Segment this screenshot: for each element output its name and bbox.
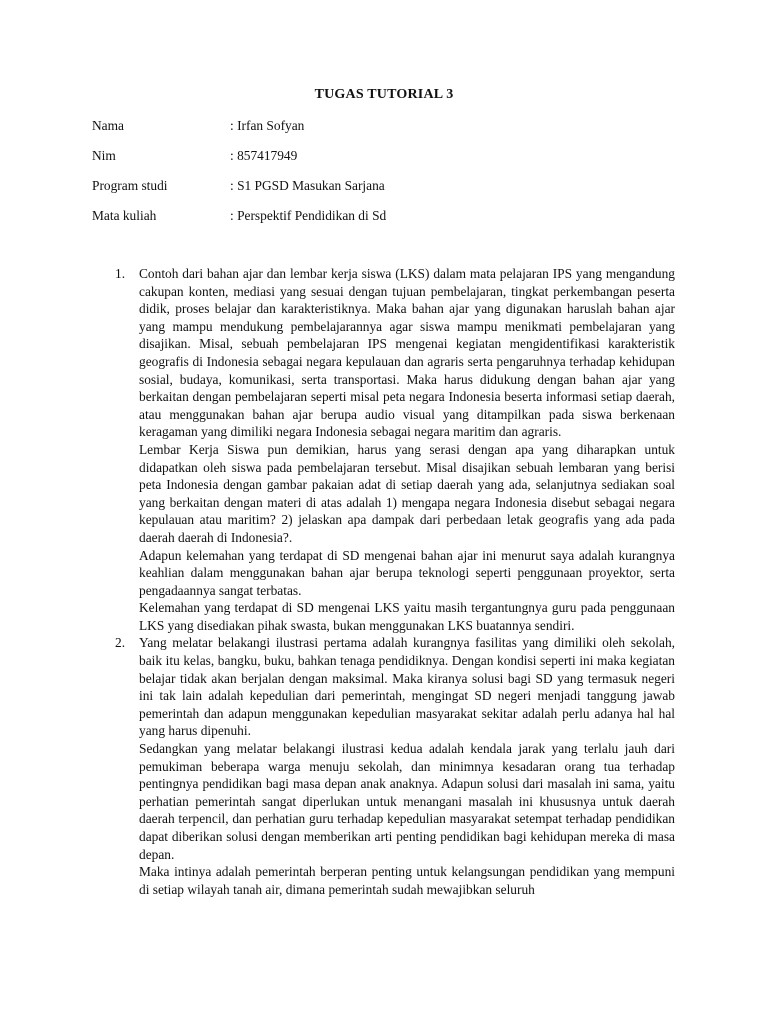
paragraph: Sedangkan yang melatar belakangi ilustrasi kedua adalah kendala jarak yang terlalu jauh dari pemukiman beberapa warga menuju sekolah, dan minimnya kesadaran orang tua terhadap pentingnya pendidikan bagi masa depan anak anaknya. Adapun solusi dari masalah ini sama, yaitu perhatian pemerintah sangat diperlukan untuk menangani masalah ini khususnya untuk daerah daerah terpencil, dan perhatian guru terhadap kepedulian masyarakat setempat terhadap pendidikan dapat diberikan solusi dengan memberikan arti penting pendidikan bagi kehidupan mereka di masa depan. [139, 741, 675, 862]
info-label: Program studi [92, 178, 168, 193]
paragraph: Yang melatar belakangi ilustrasi pertama adalah kurangnya fasilitas yang dimiliki oleh sekolah, baik itu kelas, bangku, buku, bahkan tenaga pendidiknya. Dengan kondisi seperti ini maka kegiatan belajar tidak akan berjalan dengan maksimal. Maka kiranya solusi bagi SD yang termasuk negeri ini tak lain adalah kepedulian dari pemerintah, mengingat SD negeri menjadi tanggung jawab pemerintah dan adapun menggunakan kepedulian masyarakat sekitar adalah perlu adanya hal hal yang harus dipenuhi. [139, 635, 675, 739]
paragraph: Contoh dari bahan ajar dan lembar kerja siswa (LKS) dalam mata pelajaran IPS yang mengandung cakupan konten, mediasi yang sesuai dengan tujuan pembelajaran, tingkat perkembangan peserta didik, proses belajar dan karakteristiknya. Maka bahan ajar yang digunakan haruslah bahan ajar yang mampu mendukung pembelajarannya agar siswa mampu menikmati pembelajaran yang disajikan. Misal, sebuah pembelajaran IPS mengenai kegiatan mengidentifikasi karakteristik geografis di Indonesia sebagai negara kepulauan dan agraris serta pengaruhnya terhadap kehidupan sosial, budaya, komunikasi, serta transportasi. Maka harus didukung dengan bahan ajar yang berkaitan dengan pembelajaran seperti misal peta negara Indonesia beserta informasi setiap daerah, atau menggunakan bahan ajar berupa audio visual yang ditampilkan pada siswa berkenaan keragaman yang dimiliki negara Indonesia sebagai negara maritim dan agraris. [139, 266, 675, 440]
info-row-nama [92, 117, 692, 147]
info-row-program-studi [92, 177, 692, 207]
paragraph: Adapun kelemahan yang terdapat di SD mengenai bahan ajar ini menurut saya adalah kurangnya keahlian dalam menggunakan bahan ajar berupa teknologi seperti penggunaan proyektor, serta pengadaannya sangat terbatas. [139, 547, 675, 598]
answer-item-1 [110, 265, 675, 634]
info-value: : S1 PGSD Masukan Sarjana [230, 178, 385, 193]
info-value: : Perspektif Pendidikan di Sd [230, 208, 387, 223]
info-label: Nama [92, 118, 124, 133]
paragraph: Lembar Kerja Siswa pun demikian, harus yang serasi dengan apa yang diharapkan untuk didapatkan oleh siswa pada pembelajaran tersebut. Misal disajikan sebuah lembaran yang berisi peta Indonesia dengan gambar pakaian adat di setiap daerah yang ada, selanjutnya sediakan soal yang berkaitan dengan materi di atas adalah 1) mengapa negara Indonesia disebut sebagai negara kepulauan atau maritim? 2) jelaskan apa dampak dari perbedaan letak geografis yang ada pada daerah daerah di Indonesia?. [139, 441, 675, 545]
info-value: : Irfan Sofyan [230, 118, 305, 133]
paragraph: Kelemahan yang terdapat di SD mengenai LKS yaitu masih tergantungnya guru pada penggunaan LKS yang disediakan pihak swasta, bukan menggunakan LKS buatannya sendiri. [139, 600, 675, 633]
paragraph: Maka intinya adalah pemerintah berperan penting untuk kelangsungan pendidikan yang mempuni di setiap wilayah tanah air, dimana pemerintah sudah mewajibkan seluruh [139, 864, 675, 897]
info-label: Nim [92, 148, 116, 163]
student-info [92, 117, 692, 237]
item-number: 1. [115, 266, 126, 281]
document-title: TUGAS TUTORIAL 3 [314, 87, 454, 102]
info-row-nim [92, 147, 692, 177]
item-number: 2. [115, 635, 126, 651]
info-label: Mata kuliah [92, 208, 157, 223]
answer-item-2 [110, 634, 675, 898]
answer-list [110, 265, 675, 898]
info-row-mata-kuliah [92, 207, 692, 237]
info-value: : 857417949 [230, 148, 298, 163]
